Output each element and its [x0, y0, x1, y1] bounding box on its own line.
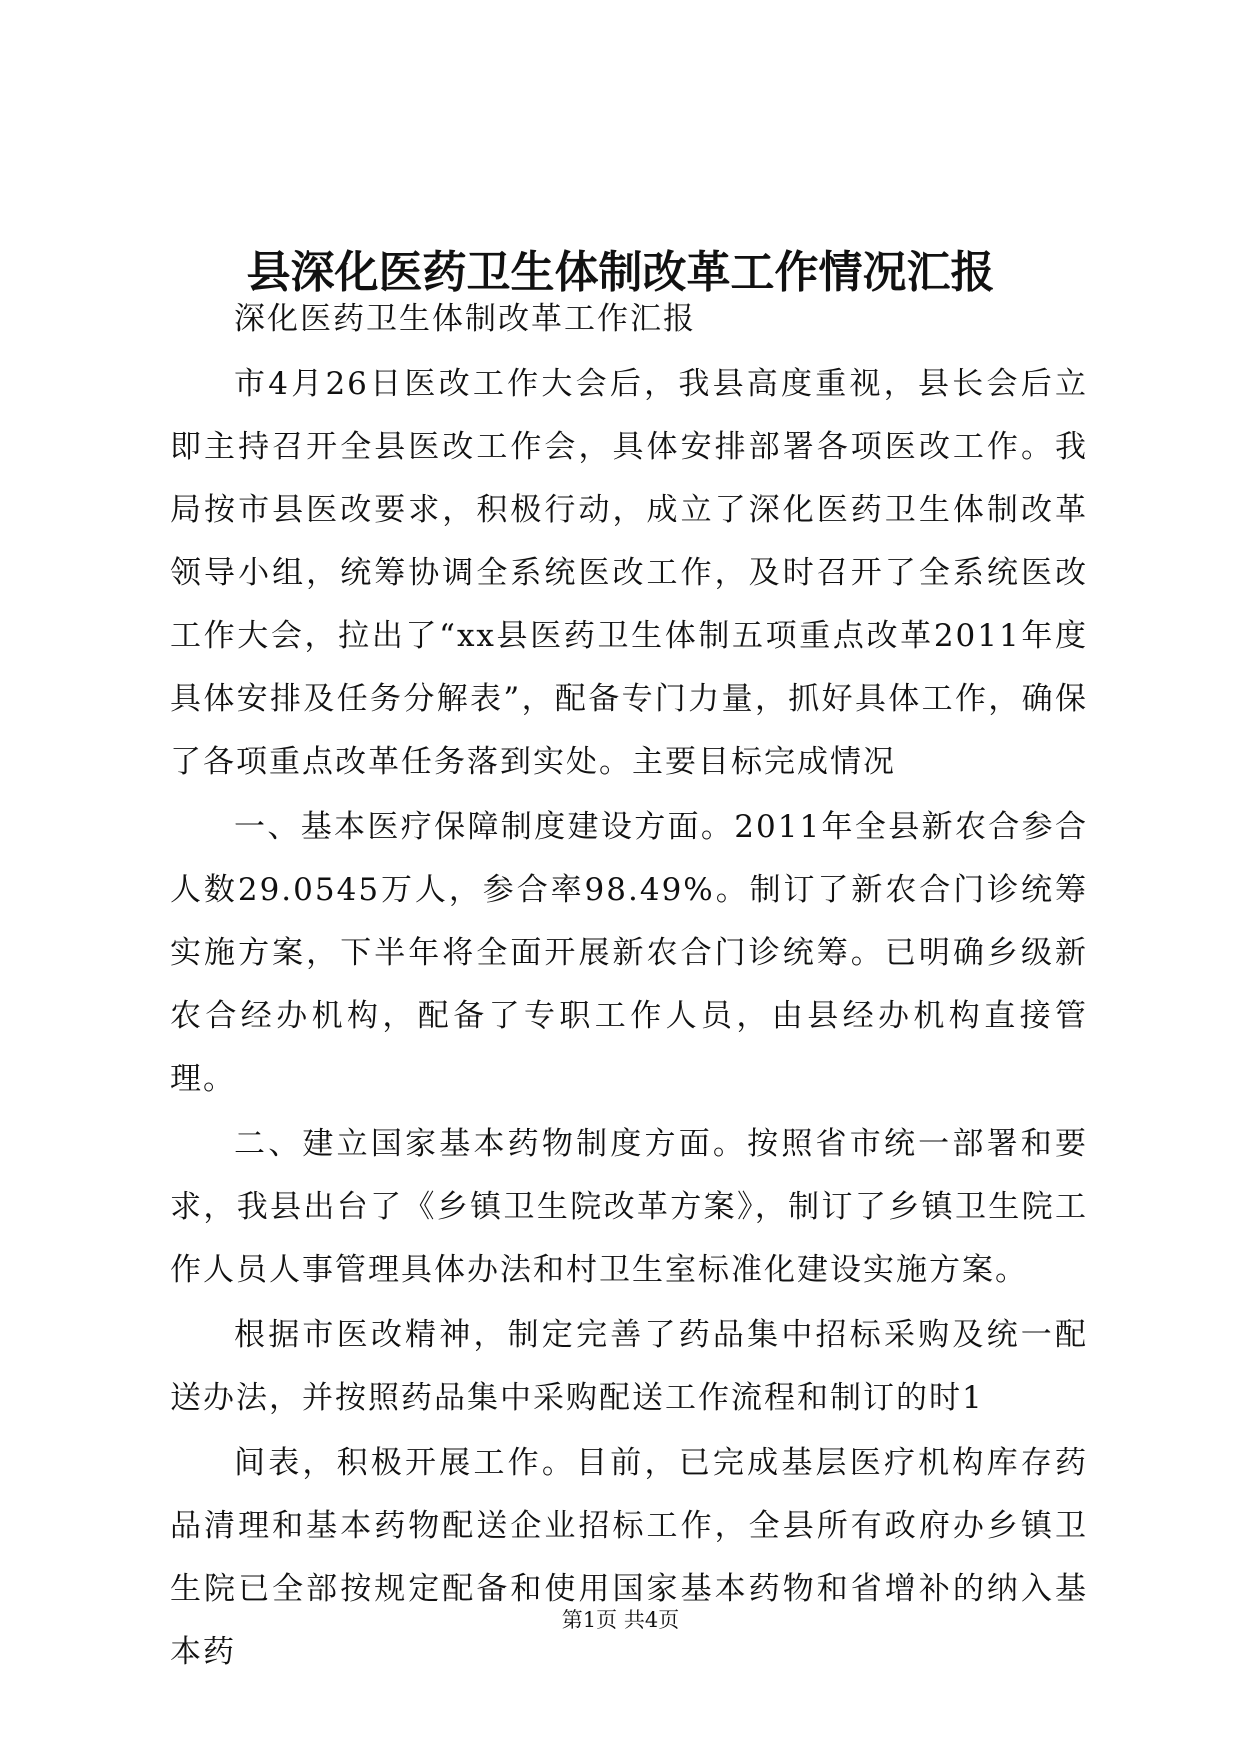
body-paragraph: 根据市医改精神，制定完善了药品集中招标采购及统一配送办法，并按照药品集中采购配送工作流程和制订的时1: [170, 1317, 1088, 1416]
body-paragraph: 一、基本医疗保障制度建设方面。2011年全县新农合参合人数29.0545万人，参合率98.49%。制订了新农合门诊统筹实施方案，下半年将全面开展新农合门诊统筹。已明确乡级新农合经办机构，配备了专职工作人员，由县经办机构直接管理。: [170, 809, 1088, 1097]
document-title: 县深化医药卫生体制改革工作情况汇报: [246, 247, 995, 299]
body-paragraph: 二、建立国家基本药物制度方面。按照省市统一部署和要求，我县出台了《乡镇卫生院改革方案》，制订了乡镇卫生院工作人员人事管理具体办法和村卫生室标准化建设实施方案。: [170, 1126, 1088, 1288]
page-number-footer: 第1页 共4页: [561, 1608, 680, 1632]
document-body: [170, 288, 1088, 1684]
subtitle-paragraph: 深化医药卫生体制改革工作汇报: [234, 301, 696, 337]
body-paragraph: 市4月26日医改工作大会后，我县高度重视，县长会后立即主持召开全县医改工作会，具体安排部署各项医改工作。我局按市县医改要求，积极行动，成立了深化医药卫生体制改革领导小组，统筹协调全系统医改工作，及时召开了全系统医改工作大会，拉出了“xx县医药卫生体制五项重点改革2011年度具体安排及任务分解表”，配备专门力量，抓好具体工作，确保了各项重点改革任务落到实处。主要目标完成情况: [170, 366, 1088, 780]
body-paragraph: 间表，积极开展工作。目前，已完成基层医疗机构库存药品清理和基本药物配送企业招标工作，全县所有政府办乡镇卫生院已全部按规定配备和使用国家基本药物和省增补的纳入基本药: [170, 1445, 1088, 1670]
